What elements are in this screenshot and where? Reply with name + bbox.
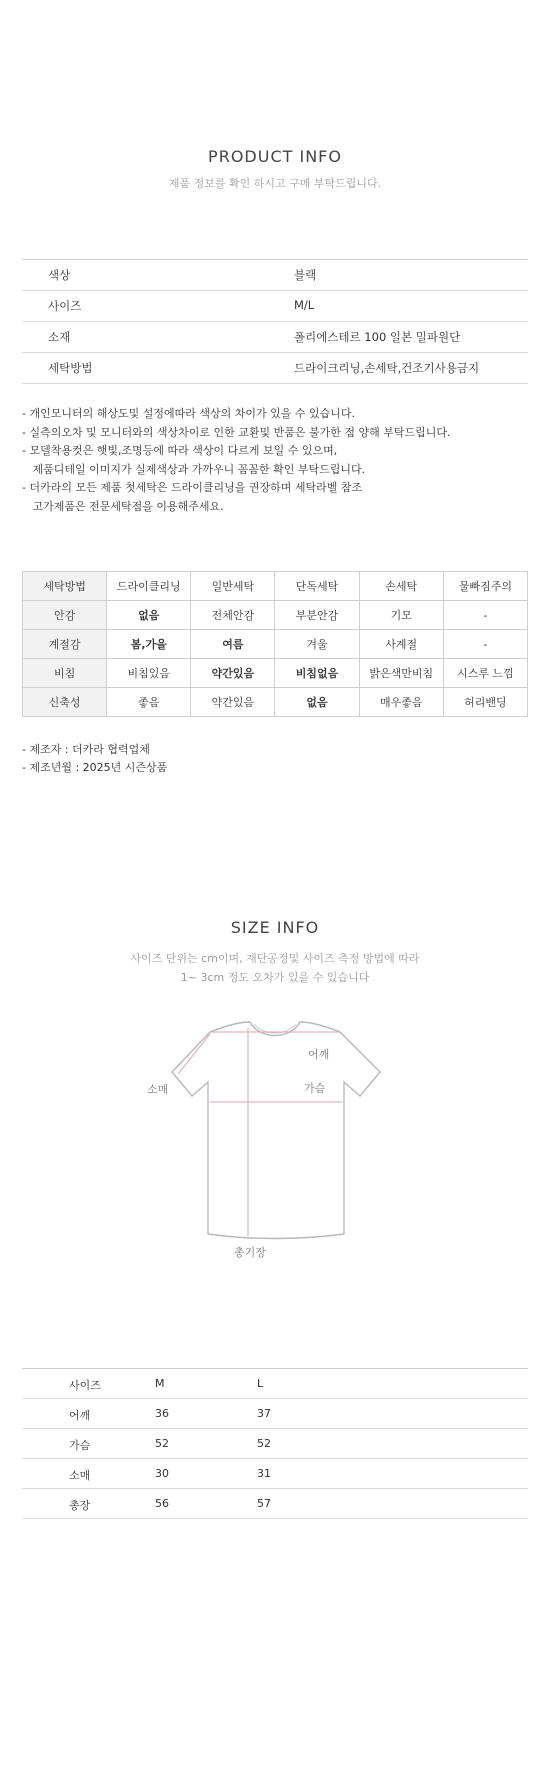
tshirt-outline-icon	[150, 1018, 400, 1258]
size-table-row	[22, 1489, 528, 1519]
notice-line: 고가제품은 전문세탁점을 이용해주세요.	[22, 499, 224, 513]
notice-line: - 개인모니터의 해상도및 설정에따라 색상의 차이가 있을 수 있습니다.	[22, 407, 355, 420]
grid-row-label: 신축성	[23, 688, 107, 717]
grid-cell: 약간있음	[191, 659, 275, 688]
grid-row	[23, 601, 528, 630]
size-l-header: L	[257, 1377, 264, 1390]
manufacturer-line: - 제조년월 : 2025년 시즌상품	[22, 761, 168, 774]
size-table	[22, 1368, 528, 1519]
row-label: 세탁방법	[48, 361, 93, 375]
grid-cell: 일반세탁	[191, 572, 275, 601]
grid-cell: 물빠짐주의	[443, 572, 527, 601]
size-info-subtitle-1: 사이즈 단위는 cm이며, 재단공정및 사이즈 측정 방법에 따라	[130, 952, 420, 965]
row-value: 드라이크리닝,손세탁,건조기사용금지	[294, 361, 480, 375]
size-l-value: 52	[257, 1437, 271, 1450]
size-table-row	[22, 1429, 528, 1459]
grid-cell: 없음	[275, 688, 359, 717]
size-l-value: 31	[257, 1467, 271, 1480]
product-info-title: PRODUCT INFO	[208, 147, 342, 166]
size-m-value: 30	[155, 1467, 169, 1480]
size-table-row	[22, 1399, 528, 1429]
product-info-row	[22, 259, 528, 291]
measure-label: 총장	[69, 1499, 91, 1512]
measure-label: 가슴	[69, 1439, 91, 1452]
size-info-title: SIZE INFO	[230, 918, 320, 937]
grid-row	[23, 688, 528, 717]
grid-cell: 드라이클리닝	[107, 572, 191, 601]
size-m-value: 56	[155, 1497, 169, 1510]
size-diagram	[147, 1018, 400, 1262]
length-label: 총기장	[234, 1246, 266, 1259]
grid-cell: 봄,가을	[107, 630, 191, 659]
notice-line: - 실측의오차 및 모니터와의 색상차이로 인한 교환및 반품은 불가한 점 양해 부탁드립니다.	[22, 425, 451, 439]
notice-line: - 더카라의 모든 제품 첫세탁은 드라이클리닝을 권장하며 세탁라벨 참조	[22, 481, 363, 494]
size-table-row	[22, 1459, 528, 1489]
grid-row-label: 안감	[23, 601, 107, 630]
size-table-header	[22, 1368, 528, 1399]
grid-cell: -	[443, 630, 527, 659]
grid-cell: 시스루 느낌	[443, 659, 527, 688]
row-label: 소재	[48, 330, 71, 344]
size-l-value: 37	[257, 1407, 271, 1420]
product-info-row	[22, 291, 528, 322]
size-label: 사이즈	[69, 1379, 101, 1392]
notice-line: - 모델착용컷은 햇빛,조명등에 따라 색상이 다르게 보일 수 있으며,	[22, 444, 338, 457]
measure-label: 소매	[69, 1469, 91, 1482]
size-info-subtitle-2: 1~ 3cm 정도 오차가 있을 수 있습니다	[180, 971, 370, 984]
product-info-row	[22, 322, 528, 353]
grid-cell: -	[443, 601, 527, 630]
grid-cell: 기모	[359, 601, 443, 630]
size-l-value: 57	[257, 1497, 271, 1510]
grid-cell: 좋음	[107, 688, 191, 717]
grid-cell: 약간있음	[191, 688, 275, 717]
size-m-value: 52	[155, 1437, 169, 1450]
grid-row	[23, 659, 528, 688]
notice-line: 제품디테일 이미지가 실제색상과 가까우니 꼼꼼한 확인 부탁드립니다.	[22, 462, 366, 476]
row-label: 색상	[48, 268, 71, 282]
grid-row-label: 비침	[23, 659, 107, 688]
manufacturer-line: - 제조자 : 더카라 협력업체	[22, 743, 150, 756]
grid-row-label: 계절감	[23, 630, 107, 659]
manufacturer-info	[22, 741, 167, 777]
grid-cell: 허리밴딩	[443, 688, 527, 717]
product-info-subtitle: 제품 정보를 확인 하시고 구매 부탁드립니다.	[168, 177, 382, 190]
grid-cell: 비침있음	[107, 659, 191, 688]
grid-cell: 단독세탁	[275, 572, 359, 601]
measure-label: 어깨	[69, 1409, 91, 1422]
grid-cell: 손세탁	[359, 572, 443, 601]
grid-cell: 사계절	[359, 630, 443, 659]
grid-cell: 밝은색만비침	[359, 659, 443, 688]
grid-cell: 매우좋음	[359, 688, 443, 717]
grid-cell: 부분안감	[275, 601, 359, 630]
product-info-row	[22, 353, 528, 384]
row-value: 블랙	[294, 268, 317, 282]
grid-cell: 비침없음	[275, 659, 359, 688]
row-value: M/L	[294, 298, 315, 312]
grid-row	[23, 630, 528, 659]
shoulder-label: 어깨	[308, 1048, 330, 1061]
grid-cell: 전체안감	[191, 601, 275, 630]
grid-cell: 겨울	[275, 630, 359, 659]
grid-cell: 여름	[191, 630, 275, 659]
sleeve-line	[178, 1034, 210, 1074]
size-m-header: M	[155, 1377, 165, 1390]
grid-header-row	[23, 572, 528, 601]
product-info-table	[22, 259, 528, 384]
chest-label: 가슴	[304, 1082, 326, 1095]
size-m-value: 36	[155, 1407, 169, 1420]
grid-cell: 없음	[107, 601, 191, 630]
sleeve-label: 소매	[147, 1083, 169, 1096]
row-label: 사이즈	[48, 299, 82, 313]
row-value: 폴리에스테르 100 일본 밀파원단	[294, 330, 461, 344]
notice-list	[22, 405, 450, 516]
attribute-grid	[22, 571, 528, 717]
grid-cell: 세탁방법	[23, 572, 107, 601]
